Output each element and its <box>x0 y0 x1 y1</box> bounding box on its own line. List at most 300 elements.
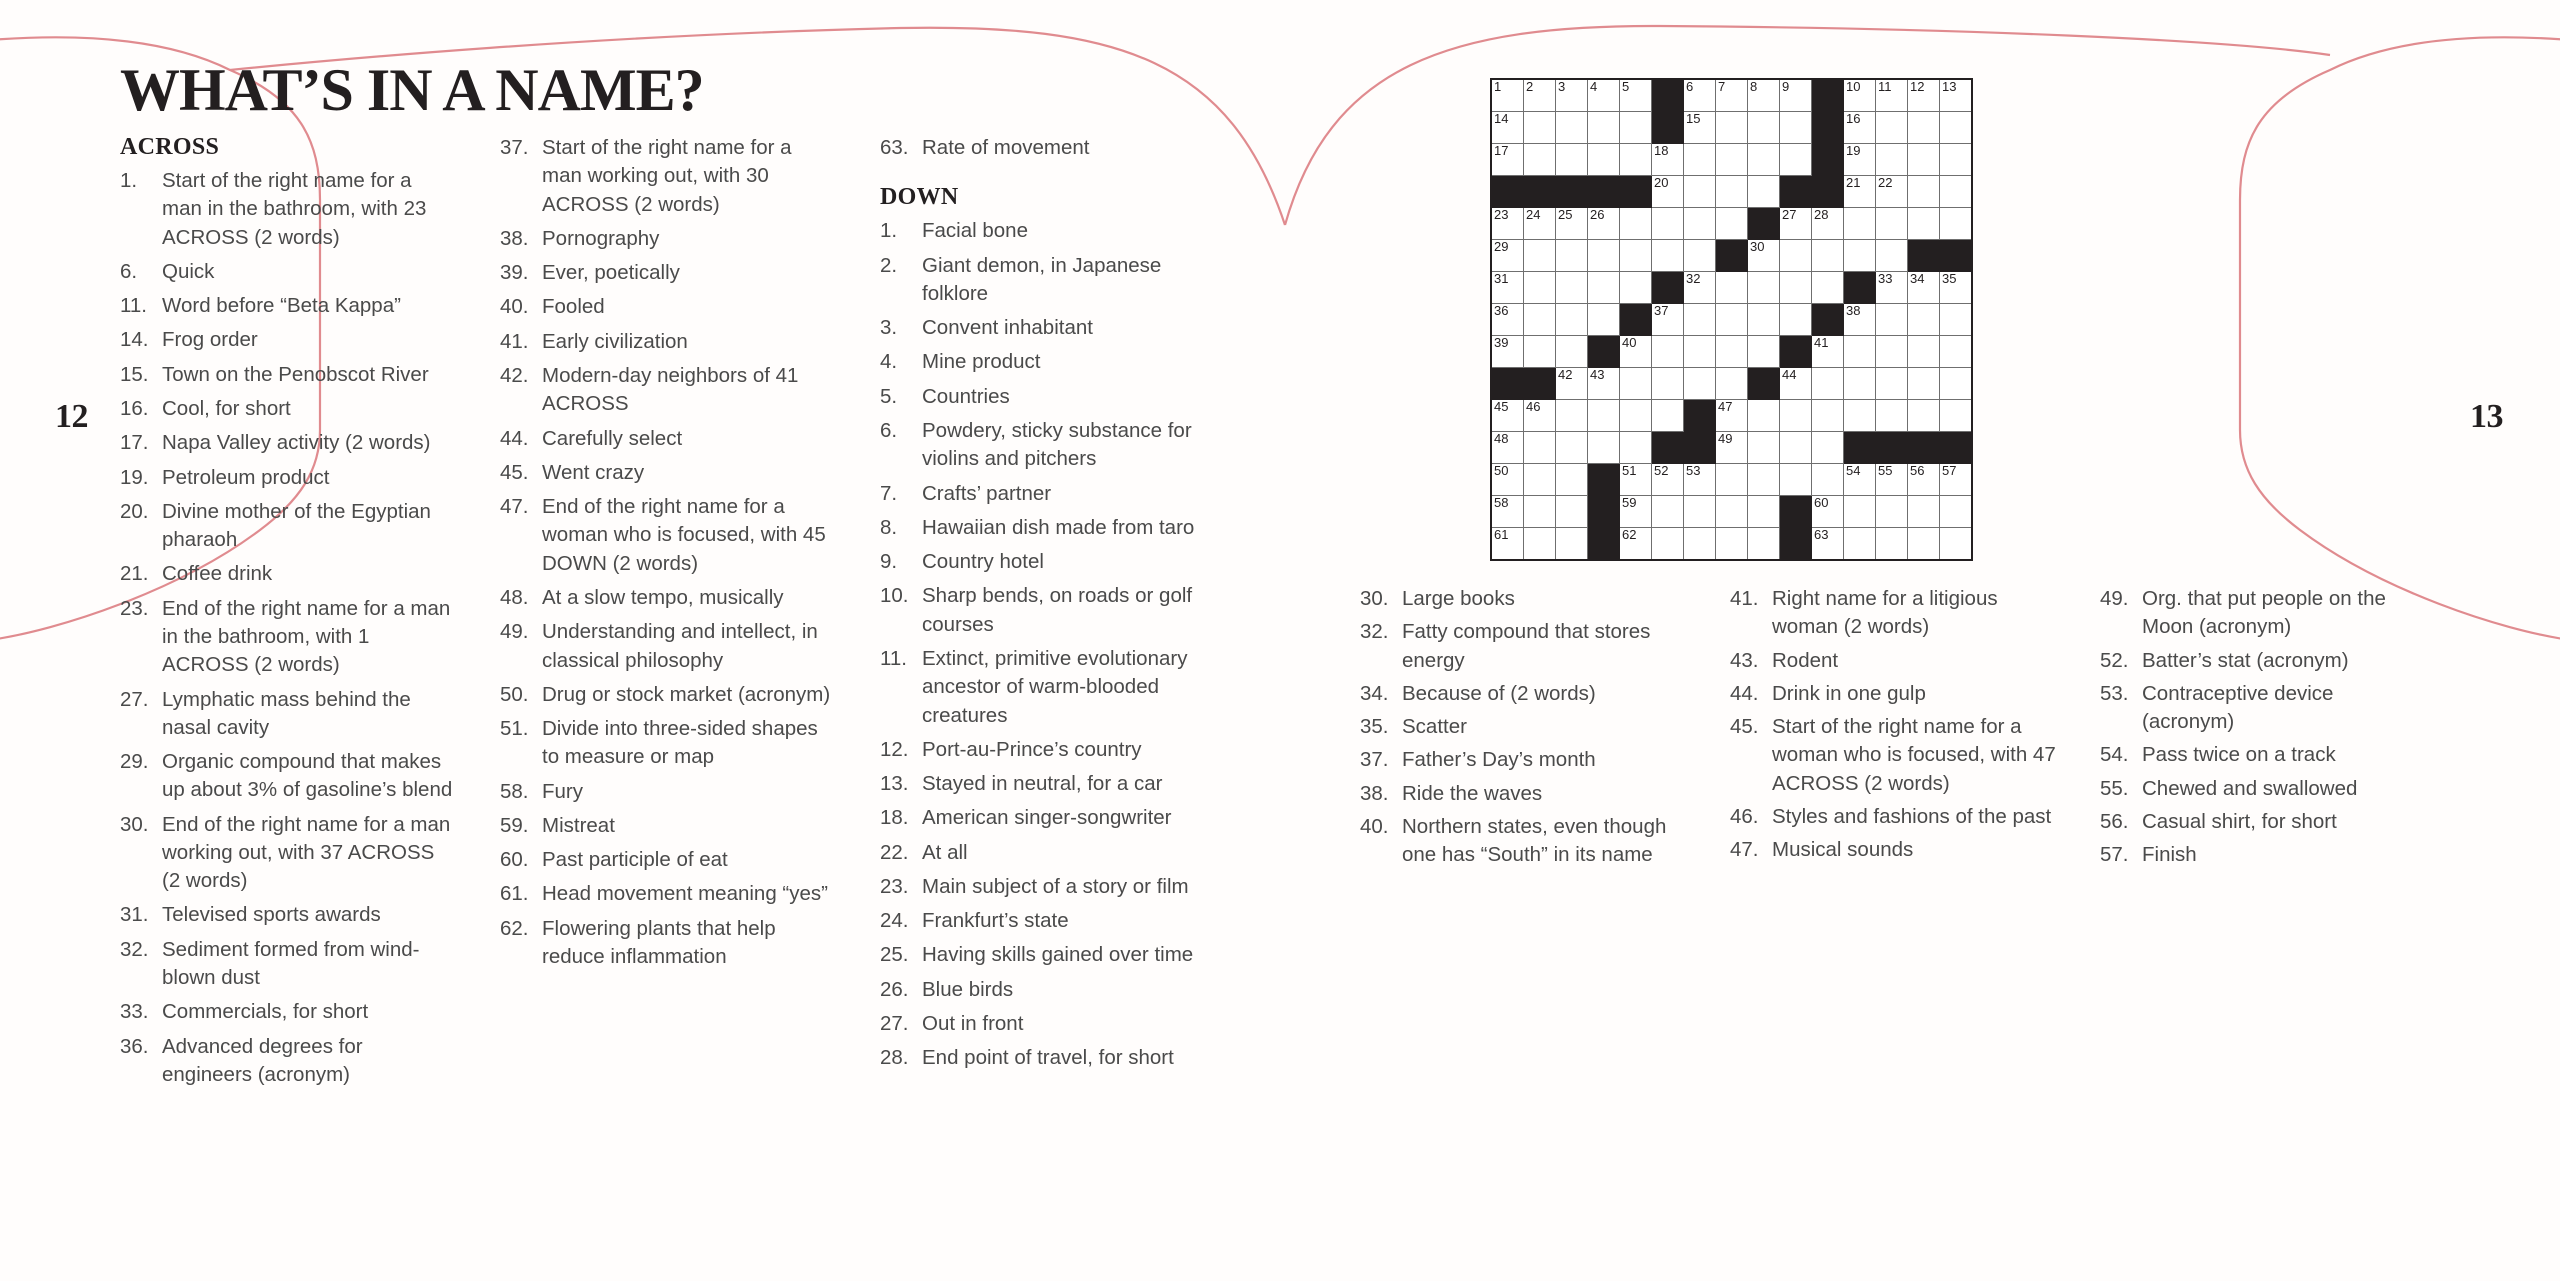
grid-cell[interactable] <box>1748 336 1780 368</box>
grid-cell[interactable] <box>1716 176 1748 208</box>
grid-cell[interactable] <box>1716 368 1748 400</box>
grid-cell-number: 36 <box>1494 303 1509 318</box>
clue-item <box>880 548 1216 576</box>
grid-cell[interactable] <box>1812 208 1844 240</box>
grid-cell[interactable] <box>1748 144 1780 176</box>
grid-cell[interactable] <box>1556 496 1588 528</box>
grid-cell[interactable] <box>1524 304 1556 336</box>
clue-item <box>880 1044 1216 1072</box>
grid-cell[interactable] <box>1684 528 1716 561</box>
clue-number: 26. <box>880 977 909 1001</box>
grid-cell[interactable] <box>1716 496 1748 528</box>
grid-cell[interactable] <box>1748 432 1780 464</box>
grid-cell[interactable] <box>1940 304 1973 336</box>
clue-text: Fury <box>542 779 583 803</box>
clue-item <box>880 873 1216 901</box>
clue-text: Countries <box>922 384 1010 408</box>
grid-cell-number: 19 <box>1846 143 1861 158</box>
grid-cell[interactable] <box>1812 240 1844 272</box>
page-title: WHAT’S IN A NAME? <box>120 57 704 123</box>
grid-cell[interactable] <box>1780 240 1812 272</box>
clue-text: Facial bone <box>922 219 1028 243</box>
grid-cell[interactable] <box>1524 400 1556 432</box>
grid-cell-number: 52 <box>1654 463 1669 478</box>
clue-number: 2. <box>880 253 898 277</box>
grid-cell[interactable] <box>1620 336 1652 368</box>
grid-cell[interactable] <box>1780 464 1812 496</box>
clue-item <box>120 748 456 805</box>
clue-item <box>120 292 456 320</box>
grid-cell[interactable] <box>1620 528 1652 561</box>
grid-cell[interactable] <box>1908 496 1940 528</box>
grid-cell[interactable] <box>1716 464 1748 496</box>
grid-cell[interactable] <box>1812 464 1844 496</box>
grid-cell[interactable] <box>1748 304 1780 336</box>
grid-cell[interactable] <box>1524 272 1556 304</box>
clue-item <box>1360 585 1690 613</box>
clue-item <box>120 901 456 929</box>
grid-cell[interactable] <box>1491 79 1524 112</box>
grid-row <box>1491 464 1972 496</box>
grid-cell[interactable] <box>1588 144 1620 176</box>
clue-item <box>500 493 836 578</box>
clue-number: 63. <box>880 136 909 159</box>
grid-cell[interactable] <box>1940 208 1973 240</box>
grid-cell[interactable] <box>1588 432 1620 464</box>
grid-cell[interactable] <box>1844 240 1876 272</box>
grid-cell[interactable] <box>1684 112 1716 144</box>
grid-cell[interactable] <box>1652 144 1684 176</box>
clue-number: 29. <box>120 750 149 774</box>
grid-cell[interactable] <box>1524 496 1556 528</box>
grid-cell[interactable] <box>1491 464 1524 496</box>
grid-cell[interactable] <box>1812 336 1844 368</box>
grid-cell[interactable] <box>1748 112 1780 144</box>
clue-number: 34. <box>1360 681 1389 705</box>
clue-text: Stayed in neutral, for a car <box>922 772 1163 796</box>
grid-cell[interactable] <box>1652 496 1684 528</box>
grid-cell[interactable] <box>1940 464 1973 496</box>
clue-number: 6. <box>880 418 898 442</box>
grid-cell[interactable] <box>1940 496 1973 528</box>
grid-block-cell <box>1812 176 1844 208</box>
clue-text: End of the right name for a man working out, with 37 ACROSS (2 words) <box>162 812 451 893</box>
grid-cell[interactable] <box>1556 112 1588 144</box>
clue-item <box>500 915 836 972</box>
clue-text: Pass twice on a track <box>2142 743 2336 767</box>
grid-cell[interactable] <box>1491 272 1524 304</box>
grid-cell[interactable] <box>1556 272 1588 304</box>
grid-cell[interactable] <box>1780 432 1812 464</box>
grid-cell[interactable] <box>1556 240 1588 272</box>
grid-row <box>1491 144 1972 176</box>
clue-text: Frankfurt’s state <box>922 909 1069 933</box>
grid-cell[interactable] <box>1652 464 1684 496</box>
grid-cell[interactable] <box>1876 272 1908 304</box>
grid-cell[interactable] <box>1524 208 1556 240</box>
grid-cell[interactable] <box>1716 272 1748 304</box>
grid-cell[interactable] <box>1620 496 1652 528</box>
clue-number: 47. <box>500 495 529 519</box>
grid-cell[interactable] <box>1748 176 1780 208</box>
grid-cell[interactable] <box>1940 336 1973 368</box>
grid-block-cell <box>1908 240 1940 272</box>
grid-cell[interactable] <box>1940 368 1973 400</box>
clue-item <box>1360 618 1690 675</box>
grid-cell[interactable] <box>1716 112 1748 144</box>
grid-cell-number: 8 <box>1750 79 1758 94</box>
grid-cell[interactable] <box>1684 272 1716 304</box>
clue-number: 42. <box>500 363 529 387</box>
grid-cell[interactable] <box>1812 496 1844 528</box>
grid-cell[interactable] <box>1844 464 1876 496</box>
grid-cell[interactable] <box>1716 336 1748 368</box>
clue-text: Start of the right name for a man working out, with 30 ACROSS (2 words) <box>542 136 792 216</box>
grid-cell[interactable] <box>1844 144 1876 176</box>
grid-cell[interactable] <box>1876 176 1908 208</box>
grid-cell[interactable] <box>1780 304 1812 336</box>
clue-item <box>880 217 1216 245</box>
grid-cell[interactable] <box>1844 176 1876 208</box>
grid-cell[interactable] <box>1652 336 1684 368</box>
grid-cell[interactable] <box>1876 208 1908 240</box>
grid-cell[interactable] <box>1812 528 1844 561</box>
grid-cell[interactable] <box>1940 400 1973 432</box>
grid-block-cell <box>1876 432 1908 464</box>
grid-block-cell <box>1812 79 1844 112</box>
grid-cell[interactable] <box>1780 144 1812 176</box>
grid-block-cell <box>1780 336 1812 368</box>
grid-cell[interactable] <box>1556 464 1588 496</box>
grid-cell-number: 27 <box>1782 207 1797 222</box>
grid-cell[interactable] <box>1684 464 1716 496</box>
clue-item <box>2100 585 2430 642</box>
grid-cell[interactable] <box>1748 464 1780 496</box>
grid-cell[interactable] <box>1556 432 1588 464</box>
page-number-right: 13 <box>2470 398 2503 435</box>
grid-cell[interactable] <box>1652 176 1684 208</box>
clue-text: Styles and fashions of the past <box>1772 804 2052 828</box>
grid-cell[interactable] <box>1908 144 1940 176</box>
grid-cell[interactable] <box>1844 528 1876 561</box>
grid-cell[interactable] <box>1876 79 1908 112</box>
grid-cell[interactable] <box>1940 144 1973 176</box>
clue-item <box>500 812 836 840</box>
grid-cell[interactable] <box>1908 208 1940 240</box>
clue-number: 33. <box>120 1000 149 1024</box>
grid-cell[interactable] <box>1780 79 1812 112</box>
grid-cell-number: 57 <box>1942 463 1957 478</box>
grid-cell-number: 25 <box>1558 207 1573 222</box>
grid-cell[interactable] <box>1620 208 1652 240</box>
grid-cell[interactable] <box>1844 304 1876 336</box>
clue-text: Modern-day neighbors of 41 ACROSS <box>542 363 799 416</box>
clue-item <box>120 498 456 555</box>
clue-number: 27. <box>120 687 149 711</box>
grid-cell[interactable] <box>1620 240 1652 272</box>
grid-cell[interactable] <box>1876 368 1908 400</box>
clue-text: Petroleum product <box>162 465 330 489</box>
clue-item <box>500 425 836 453</box>
grid-cell[interactable] <box>1908 400 1940 432</box>
clue-item <box>500 225 836 253</box>
grid-row <box>1491 176 1972 208</box>
grid-cell[interactable] <box>1652 400 1684 432</box>
clue-item <box>500 362 836 419</box>
grid-cell[interactable] <box>1844 496 1876 528</box>
grid-block-cell <box>1844 432 1876 464</box>
grid-cell[interactable] <box>1716 144 1748 176</box>
grid-row <box>1491 528 1972 561</box>
grid-cell[interactable] <box>1716 528 1748 561</box>
clue-text: Fooled <box>542 295 605 319</box>
grid-cell[interactable] <box>1556 336 1588 368</box>
grid-cell[interactable] <box>1652 208 1684 240</box>
clue-text: Hawaiian dish made from taro <box>922 515 1195 539</box>
grid-cell[interactable] <box>1491 400 1524 432</box>
grid-cell[interactable] <box>1716 208 1748 240</box>
clue-number: 30. <box>1360 587 1389 610</box>
grid-cell[interactable] <box>1812 432 1844 464</box>
grid-cell[interactable] <box>1620 432 1652 464</box>
clue-number: 48. <box>500 585 529 609</box>
grid-cell[interactable] <box>1716 304 1748 336</box>
grid-cell[interactable] <box>1684 144 1716 176</box>
grid-cell[interactable] <box>1556 79 1588 112</box>
grid-cell[interactable] <box>1588 79 1620 112</box>
grid-cell[interactable] <box>1908 464 1940 496</box>
grid-cell[interactable] <box>1652 528 1684 561</box>
grid-cell[interactable] <box>1524 464 1556 496</box>
grid-cell[interactable] <box>1620 79 1652 112</box>
grid-cell[interactable] <box>1491 528 1524 561</box>
grid-cell[interactable] <box>1684 368 1716 400</box>
grid-cell[interactable] <box>1940 528 1973 561</box>
clue-item <box>880 839 1216 867</box>
grid-cell[interactable] <box>1524 112 1556 144</box>
clue-text: Advanced degrees for engineers (acronym) <box>162 1034 363 1086</box>
grid-cell[interactable] <box>1588 304 1620 336</box>
clue-number: 46. <box>1730 804 1759 828</box>
grid-cell[interactable] <box>1748 272 1780 304</box>
grid-block-cell <box>1652 272 1684 304</box>
clue-item <box>500 715 836 772</box>
grid-cell[interactable] <box>1684 336 1716 368</box>
grid-cell[interactable] <box>1684 496 1716 528</box>
clue-number: 21. <box>120 562 149 586</box>
clue-text: Sharp bends, on roads or golf courses <box>922 584 1193 636</box>
grid-cell[interactable] <box>1524 240 1556 272</box>
grid-cell[interactable] <box>1556 400 1588 432</box>
clue-item <box>500 584 836 612</box>
grid-block-cell <box>1652 79 1684 112</box>
grid-cell[interactable] <box>1908 272 1940 304</box>
grid-cell[interactable] <box>1876 112 1908 144</box>
grid-cell[interactable] <box>1588 368 1620 400</box>
clue-number: 7. <box>880 481 898 505</box>
clue-text: Port-au-Prince’s country <box>922 737 1142 761</box>
grid-cell[interactable] <box>1491 208 1524 240</box>
grid-cell[interactable] <box>1780 112 1812 144</box>
grid-cell[interactable] <box>1844 112 1876 144</box>
clue-number: 27. <box>880 1012 909 1036</box>
grid-cell[interactable] <box>1684 79 1716 112</box>
grid-cell[interactable] <box>1780 272 1812 304</box>
grid-cell[interactable] <box>1780 208 1812 240</box>
grid-cell[interactable] <box>1684 240 1716 272</box>
grid-cell-number: 43 <box>1590 367 1605 382</box>
grid-cell[interactable] <box>1588 240 1620 272</box>
clue-number: 1. <box>880 219 898 243</box>
clue-number: 45. <box>500 460 529 484</box>
grid-cell[interactable] <box>1556 528 1588 561</box>
right-page <box>1360 60 2450 875</box>
grid-cell-number: 6 <box>1686 79 1694 94</box>
grid-cell[interactable] <box>1908 304 1940 336</box>
grid-cell[interactable] <box>1620 272 1652 304</box>
clue-text: Coffee drink <box>162 562 273 586</box>
grid-cell-number: 15 <box>1686 111 1701 126</box>
clue-item <box>1730 713 2060 798</box>
grid-cell[interactable] <box>1524 528 1556 561</box>
grid-cell[interactable] <box>1491 496 1524 528</box>
clue-text: Early civilization <box>542 329 688 353</box>
grid-cell[interactable] <box>1620 112 1652 144</box>
grid-cell[interactable] <box>1491 112 1524 144</box>
grid-cell[interactable] <box>1652 304 1684 336</box>
grid-cell[interactable] <box>1908 176 1940 208</box>
grid-cell[interactable] <box>1620 144 1652 176</box>
grid-cell[interactable] <box>1524 336 1556 368</box>
clue-number: 32. <box>1360 620 1389 644</box>
grid-cell[interactable] <box>1908 79 1940 112</box>
grid-cell-number: 53 <box>1686 463 1701 478</box>
grid-cell[interactable] <box>1748 400 1780 432</box>
grid-cell[interactable] <box>1844 368 1876 400</box>
grid-cell[interactable] <box>1620 400 1652 432</box>
grid-cell[interactable] <box>1876 400 1908 432</box>
grid-cell[interactable] <box>1491 240 1524 272</box>
grid-cell[interactable] <box>1876 464 1908 496</box>
grid-block-cell <box>1812 304 1844 336</box>
grid-cell[interactable] <box>1588 208 1620 240</box>
grid-cell[interactable] <box>1940 272 1973 304</box>
grid-cell[interactable] <box>1876 336 1908 368</box>
clue-text: Org. that put people on the Moon (acronym) <box>2142 587 2386 639</box>
grid-cell[interactable] <box>1780 368 1812 400</box>
grid-cell[interactable] <box>1748 528 1780 561</box>
grid-cell[interactable] <box>1844 400 1876 432</box>
grid-cell[interactable] <box>1716 79 1748 112</box>
grid-cell[interactable] <box>1684 176 1716 208</box>
grid-cell-number: 28 <box>1814 207 1829 222</box>
grid-cell[interactable] <box>1748 240 1780 272</box>
grid-cell-number: 50 <box>1494 463 1509 478</box>
clue-text: Quick <box>162 259 215 283</box>
grid-cell[interactable] <box>1716 432 1748 464</box>
grid-cell[interactable] <box>1524 432 1556 464</box>
grid-cell-number: 61 <box>1494 527 1509 542</box>
grid-cell[interactable] <box>1940 112 1973 144</box>
grid-cell[interactable] <box>1491 144 1524 176</box>
grid-cell[interactable] <box>1812 368 1844 400</box>
grid-cell[interactable] <box>1556 208 1588 240</box>
clue-item <box>880 582 1216 639</box>
clue-text: Scatter <box>1402 715 1467 739</box>
grid-cell[interactable] <box>1556 368 1588 400</box>
grid-cell[interactable] <box>1876 528 1908 561</box>
clue-text: Large books <box>1402 587 1515 610</box>
clue-text: Convent inhabitant <box>922 316 1093 340</box>
grid-cell[interactable] <box>1908 528 1940 561</box>
grid-block-cell <box>1748 208 1780 240</box>
clue-text: Frog order <box>162 328 258 352</box>
grid-cell[interactable] <box>1556 144 1588 176</box>
grid-cell[interactable] <box>1908 368 1940 400</box>
clue-item <box>880 314 1216 342</box>
clue-text: Ever, poetically <box>542 261 680 285</box>
grid-cell[interactable] <box>1876 304 1908 336</box>
clue-text: Giant demon, in Japanese folklore <box>922 253 1162 305</box>
grid-cell[interactable] <box>1684 304 1716 336</box>
page-number-left: 12 <box>55 398 88 435</box>
clue-number: 23. <box>880 874 909 898</box>
clue-number: 41. <box>1730 587 1759 610</box>
clue-text: Blue birds <box>922 977 1014 1001</box>
grid-cell[interactable] <box>1748 79 1780 112</box>
grid-cell[interactable] <box>1908 336 1940 368</box>
grid-cell[interactable] <box>1588 112 1620 144</box>
grid-cell[interactable] <box>1812 400 1844 432</box>
clue-number: 49. <box>2100 587 2129 610</box>
grid-cell[interactable] <box>1812 272 1844 304</box>
grid-cell[interactable] <box>1876 144 1908 176</box>
grid-cell-number: 54 <box>1846 463 1861 478</box>
grid-cell[interactable] <box>1491 432 1524 464</box>
grid-cell[interactable] <box>1844 336 1876 368</box>
grid-cell[interactable] <box>1491 336 1524 368</box>
grid-cell-number: 48 <box>1494 431 1509 446</box>
grid-cell[interactable] <box>1876 496 1908 528</box>
grid-cell[interactable] <box>1940 176 1973 208</box>
grid-cell[interactable] <box>1491 304 1524 336</box>
grid-cell[interactable] <box>1620 368 1652 400</box>
grid-cell[interactable] <box>1684 208 1716 240</box>
grid-cell[interactable] <box>1844 79 1876 112</box>
grid-cell[interactable] <box>1652 368 1684 400</box>
grid-cell[interactable] <box>1780 400 1812 432</box>
grid-cell-number: 3 <box>1558 79 1566 94</box>
clue-item <box>500 681 836 709</box>
crossword-grid[interactable] <box>1490 78 1973 561</box>
grid-cell[interactable] <box>1844 208 1876 240</box>
grid-cell[interactable] <box>1556 304 1588 336</box>
grid-cell[interactable] <box>1652 240 1684 272</box>
grid-cell[interactable] <box>1876 240 1908 272</box>
grid-cell[interactable] <box>1524 79 1556 112</box>
grid-cell[interactable] <box>1588 400 1620 432</box>
clue-item <box>120 1033 456 1090</box>
grid-cell[interactable] <box>1908 112 1940 144</box>
grid-cell[interactable] <box>1620 464 1652 496</box>
grid-cell[interactable] <box>1588 272 1620 304</box>
grid-cell[interactable] <box>1716 400 1748 432</box>
grid-row <box>1491 304 1972 336</box>
grid-cell[interactable] <box>1940 79 1973 112</box>
clue-number: 51. <box>500 717 529 741</box>
grid-cell[interactable] <box>1748 496 1780 528</box>
grid-cell[interactable] <box>1524 144 1556 176</box>
